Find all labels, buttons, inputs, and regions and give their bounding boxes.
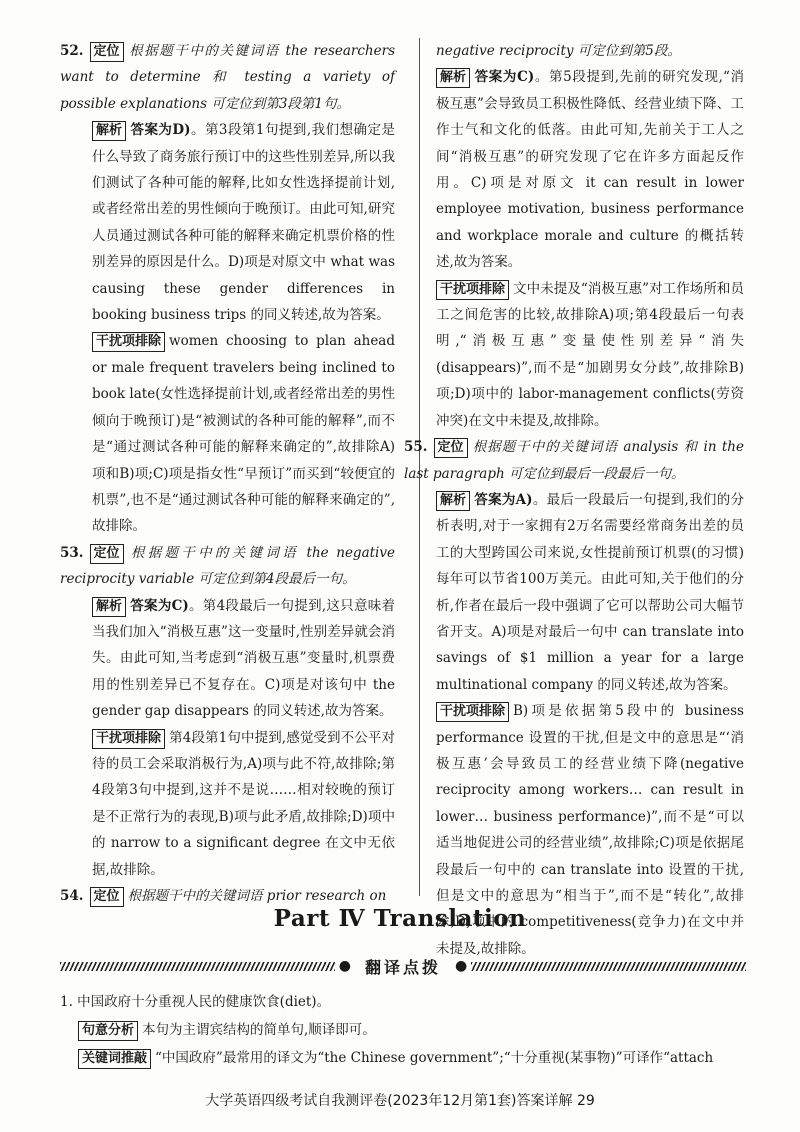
locate-tag: 定位 <box>90 42 124 62</box>
locate-text: negative reciprocity 可定位到第5段。 <box>436 43 681 59</box>
q54-analysis <box>436 64 744 275</box>
banner-title: 翻译点拨 <box>365 957 442 977</box>
question-52 <box>60 38 395 540</box>
locate-text: 根据题干中的关键词语 prior research on <box>127 888 387 904</box>
sentence-analysis-text: 本句为主谓宾结构的简单句,顺译即可。 <box>142 1022 376 1038</box>
locate-tag: 定位 <box>90 544 124 564</box>
analysis-tag: 解析 <box>436 68 470 88</box>
translation-section <box>60 988 750 1072</box>
answer-text: 答案为A) <box>474 491 533 508</box>
distractor-text: 第4段第1句中提到,感觉受到不公平对待的员工会采取消极行为,A)项与此不符,故排除;第4段第3句中提到,这并不是说……相对较晚的预订是不正常行为的表现,B)项与此矛盾,故排除;D)项中的 narrow to a significant degree 在文中无依据,故排除。 <box>92 729 395 878</box>
distractor-tag: 干扰项排除 <box>436 702 509 722</box>
part-title: Part Ⅳ Translation <box>273 905 527 932</box>
left-column <box>60 38 395 909</box>
question-number: 53. <box>60 544 84 561</box>
keyword-tag: 关键词推敲 <box>78 1049 151 1069</box>
analysis-tag: 解析 <box>436 491 470 511</box>
analysis-text: 。第3段第1句提到,我们想确定是什么导致了商务旅行预订中的这些性别差异,所以我们测试了各种可能的解释,比如女性选择提前计划,或者经常出差的男性倾向于晚预订。由此可知,研究人员通过测试各种可能的解释来确定机票价格的性别差异的原因是什么。D)项是对原文中 what was causing these gender differences in booking business trips 的同义转述,故为答案。 <box>92 122 395 324</box>
locate-tag: 定位 <box>434 438 468 458</box>
analysis-tag: 解析 <box>92 121 126 141</box>
answer-text: 答案为D) <box>130 122 191 139</box>
sentence-analysis <box>78 1016 750 1044</box>
q55-locate <box>404 434 744 487</box>
keyword-analysis <box>78 1044 750 1072</box>
distractor-text: 文中未提及“消极互惠”对工作场所和员工之间危害的比较,故排除A)项;第4段最后一句表明,“消极互惠”变量使性别差异“消失(disappears)”,而不是“加剧男女分歧”,故排除B)项;D)项中的 labor-management conflicts(劳资冲突)在文中未提及,故排除。 <box>436 280 744 429</box>
analysis-text: 。第5段提到,先前的研究发现,“消极互惠”会导致员工积极性降低、经营业绩下降、工作士气和文化的低落。由此可知,先前关于工人之间“消极互惠”的研究发现了它在许多方面起反作用。C)项是对原文 it can result in lower employee motivation, business performance and workplace morale and culture 的概括转述,故为答案。 <box>436 69 744 271</box>
question-54-continued <box>436 38 744 434</box>
section-banner <box>60 955 746 977</box>
question-number: 54. <box>60 888 84 904</box>
locate-text: 根据题干中的关键词语 the negative reciprocity variable 可定位到第4段最后一句。 <box>60 544 395 588</box>
question-53 <box>60 540 395 883</box>
distractor-text: B)项是依据第5段中的 business performance 设置的干扰,但是文中的意思是“‘消极互惠’会导致员工的经营业绩下降(negative reciprocity among workers… can result in lower… business performance)”,而不是“可以适当地促进公司的经营业绩”,故排除;C)项是依据尾段最后一句中的 can translate into 设置的干扰,但是文中的意思为“相当于”,而不是“转化”,故排除;D)项中的 competitiveness(竞争力)在文中并未提及,故排除。 <box>436 703 744 957</box>
right-column <box>404 38 744 962</box>
bullet-right-icon: ● <box>455 958 468 974</box>
locate-text: 根据题干中的关键词语 analysis 和 in the last paragraph 可定位到最后一段最后一句。 <box>404 439 744 482</box>
locate-text: 根据题干中的关键词语 the researchers want to determine 和 testing a variety of possible explanations 可定位到第3段第1句。 <box>60 43 395 112</box>
keyword-text: “中国政府”最常用的译文为“the Chinese government”;“十分重视(某事物)”可译作“attach <box>155 1050 714 1066</box>
q53-distractor <box>92 725 395 883</box>
answer-text: 答案为C) <box>474 69 535 86</box>
q53-locate <box>60 540 395 593</box>
question-55 <box>404 434 744 962</box>
q52-analysis <box>92 117 395 328</box>
q52-locate <box>60 38 395 117</box>
analysis-text: 。第4段最后一句提到,这只意味着当我们加入“消极互惠”这一变量时,性别差异就会消失。由此可知,当考虑到“消极互惠”变量时,机票费用的性别差异已不复存在。C)项是对该句中 the gender gap disappears 的同义转述,故为答案。 <box>92 597 395 720</box>
question-number: 52. <box>60 43 84 59</box>
hatch-decoration-left <box>60 962 335 971</box>
q53-analysis <box>92 593 395 725</box>
q54-locate-cont <box>436 38 744 64</box>
question-number: 55. <box>404 439 428 456</box>
analysis-tag: 解析 <box>92 597 126 617</box>
distractor-tag: 干扰项排除 <box>92 332 165 352</box>
locate-tag: 定位 <box>90 887 124 907</box>
distractor-text: women choosing to plan ahead or male frequent travelers being inclined to book late(女性选择提前计划,或者经常出差的男性倾向于晚预订)是“被测试的各种可能的解释”,而不是“通过测试各种可能的解释来确定的”,故排除A)项和B)项;C)项是指女性“早预订”而买到“较便宜的机票”,也不是“通过测试各种可能的解释来确定的”,故排除。 <box>92 333 395 535</box>
hatch-decoration-right <box>471 962 746 971</box>
sentence-analysis-tag: 句意分析 <box>78 1021 138 1041</box>
q54-distractor <box>436 276 744 434</box>
q52-distractor <box>92 328 395 539</box>
page-footer: 大学英语四级考试自我测评卷(2023年12月第1套)答案详解 29 <box>205 1093 595 1109</box>
analysis-text: 。最后一段最后一句提到,我们的分析表明,对于一家拥有2万名需要经常商务出差的员工的大型跨国公司来说,女性提前预订机票(的习惯)每年可以节省100万美元。由此可知,关于他们的分析,作者在最后一段中强调了它可以帮助公司大幅节省开支。A)项是对最后一句中 can translate into savings of $1 million a year for a large multinational company 的同义转述,故为答案。 <box>436 491 744 693</box>
distractor-tag: 干扰项排除 <box>92 729 165 749</box>
answer-text: 答案为C) <box>130 597 189 614</box>
bullet-left-icon: ● <box>338 958 351 974</box>
distractor-tag: 干扰项排除 <box>436 280 509 300</box>
q55-analysis <box>436 487 744 698</box>
translation-item-1: 1. 中国政府十分重视人民的健康饮食(diet)。 <box>60 994 331 1010</box>
